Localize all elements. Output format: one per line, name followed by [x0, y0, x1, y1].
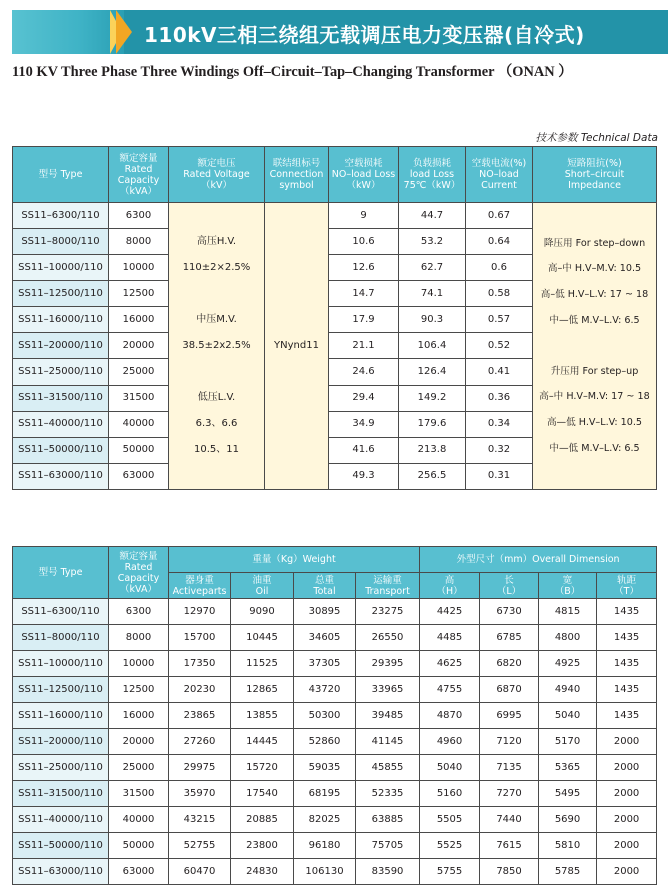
cell-l: 6870	[480, 677, 539, 703]
header-type: 型号 Type	[13, 547, 109, 599]
cell-noload-current: 0.32	[466, 437, 533, 463]
cell-load-loss: 74.1	[399, 281, 466, 307]
cell-active: 35970	[169, 781, 231, 807]
cell-model: SS11–8000/110	[13, 625, 109, 651]
cell-capacity: 25000	[109, 755, 169, 781]
page-subtitle: 110 KV Three Phase Three Windings Off–Circuit–Tap–Changing Transformer （ONAN ）	[12, 64, 573, 80]
header-type: 型号 Type	[13, 147, 109, 203]
cell-h: 4870	[420, 703, 480, 729]
cell-h: 4755	[420, 677, 480, 703]
cell-capacity: 10000	[109, 255, 169, 281]
cell-oil: 20885	[231, 807, 294, 833]
cell-b: 5495	[539, 781, 597, 807]
cell-b: 4925	[539, 651, 597, 677]
cell-transport: 83590	[356, 859, 420, 885]
cell-noload-current: 0.67	[466, 203, 533, 229]
table-row	[13, 833, 657, 859]
cell-model: SS11–63000/110	[13, 859, 109, 885]
cell-oil: 9090	[231, 599, 294, 625]
cell-noload-loss: 34.9	[329, 411, 399, 437]
cell-oil: 10445	[231, 625, 294, 651]
title-banner	[12, 10, 668, 54]
cell-l: 7135	[480, 755, 539, 781]
cell-model: SS11–12500/110	[13, 281, 109, 307]
cell-load-loss: 126.4	[399, 359, 466, 385]
cell-active: 29975	[169, 755, 231, 781]
cell-active: 27260	[169, 729, 231, 755]
table-row	[13, 677, 657, 703]
cell-model: SS11–31500/110	[13, 781, 109, 807]
cell-capacity: 20000	[109, 333, 169, 359]
cell-noload-current: 0.57	[466, 307, 533, 333]
cell-transport: 75705	[356, 833, 420, 859]
cell-rated-voltage	[169, 203, 265, 490]
cell-load-loss: 44.7	[399, 203, 466, 229]
banner-accent	[12, 10, 124, 54]
cell-t: 2000	[597, 781, 657, 807]
cell-noload-loss: 10.6	[329, 229, 399, 255]
cell-load-loss: 149.2	[399, 385, 466, 411]
cell-t: 2000	[597, 859, 657, 885]
cell-capacity: 16000	[109, 703, 169, 729]
header-track-gauge: 轨距 （T）	[597, 573, 657, 599]
cell-model: SS11–25000/110	[13, 755, 109, 781]
cell-total: 37305	[294, 651, 356, 677]
cell-capacity: 63000	[109, 463, 169, 489]
cell-b: 5690	[539, 807, 597, 833]
cell-t: 2000	[597, 755, 657, 781]
cell-h: 5505	[420, 807, 480, 833]
cell-noload-loss: 29.4	[329, 385, 399, 411]
cell-oil: 13855	[231, 703, 294, 729]
voltage-line	[169, 203, 264, 229]
cell-b: 5170	[539, 729, 597, 755]
cell-t: 1435	[597, 651, 657, 677]
cell-noload-loss: 21.1	[329, 333, 399, 359]
impedance-line	[533, 461, 656, 487]
table-row	[13, 599, 657, 625]
voltage-line: 38.5±2x2.5%	[182, 340, 251, 351]
cell-oil: 24830	[231, 859, 294, 885]
impedance-line	[533, 333, 656, 359]
cell-noload-current: 0.41	[466, 359, 533, 385]
cell-active: 17350	[169, 651, 231, 677]
cell-capacity: 6300	[109, 599, 169, 625]
cell-h: 5755	[420, 859, 480, 885]
cell-l: 7120	[480, 729, 539, 755]
cell-model: SS11–8000/110	[13, 229, 109, 255]
cell-noload-loss: 17.9	[329, 307, 399, 333]
cell-noload-current: 0.58	[466, 281, 533, 307]
cell-noload-loss: 49.3	[329, 463, 399, 489]
cell-oil: 11525	[231, 651, 294, 677]
cell-b: 4815	[539, 599, 597, 625]
cell-capacity: 12500	[109, 281, 169, 307]
weight-dimension-table	[12, 546, 657, 885]
header-noload-current: 空载电流(%) NO–load Current	[466, 147, 533, 203]
cell-noload-loss: 14.7	[329, 281, 399, 307]
cell-capacity: 8000	[109, 229, 169, 255]
impedance-line: 高—低 H.V–L.V: 10.5	[546, 416, 643, 428]
cell-t: 2000	[597, 729, 657, 755]
cell-h: 4625	[420, 651, 480, 677]
cell-model: SS11–63000/110	[13, 463, 109, 489]
cell-capacity: 16000	[109, 307, 169, 333]
cell-capacity: 40000	[109, 411, 169, 437]
voltage-line	[169, 359, 264, 385]
cell-h: 5525	[420, 833, 480, 859]
cell-noload-loss: 12.6	[329, 255, 399, 281]
table-row	[13, 729, 657, 755]
cell-model: SS11–40000/110	[13, 411, 109, 437]
header-connection: 联结组标号 Connection symbol	[265, 147, 329, 203]
cell-noload-current: 0.31	[466, 463, 533, 489]
cell-model: SS11–12500/110	[13, 677, 109, 703]
cell-b: 5040	[539, 703, 597, 729]
cell-capacity: 50000	[109, 437, 169, 463]
cell-total: 30895	[294, 599, 356, 625]
cell-load-loss: 53.2	[399, 229, 466, 255]
cell-model: SS11–20000/110	[13, 729, 109, 755]
cell-active: 52755	[169, 833, 231, 859]
cell-noload-current: 0.36	[466, 385, 533, 411]
cell-total: 43720	[294, 677, 356, 703]
cell-l: 7615	[480, 833, 539, 859]
voltage-line: 10.5、11	[194, 444, 239, 455]
voltage-line: 低压L.V.	[197, 392, 236, 403]
cell-t: 2000	[597, 833, 657, 859]
cell-model: SS11–50000/110	[13, 437, 109, 463]
header-capacity: 额定容量 Rated Capacity （kVA）	[109, 547, 169, 599]
voltage-line: 6.3、6.6	[195, 418, 238, 429]
cell-noload-loss: 24.6	[329, 359, 399, 385]
banner-chevron	[116, 10, 132, 54]
cell-active: 20230	[169, 677, 231, 703]
cell-noload-current: 0.6	[466, 255, 533, 281]
impedance-line	[533, 205, 656, 231]
cell-transport: 26550	[356, 625, 420, 651]
cell-l: 6785	[480, 625, 539, 651]
cell-model: SS11–50000/110	[13, 833, 109, 859]
cell-b: 5365	[539, 755, 597, 781]
cell-transport: 39485	[356, 703, 420, 729]
header-voltage: 额定电压 Rated Voltage （kV）	[169, 147, 265, 203]
cell-capacity: 6300	[109, 203, 169, 229]
impedance-line: 高–中 H.V–M.V: 10.5	[547, 263, 642, 275]
cell-noload-current: 0.52	[466, 333, 533, 359]
table-row	[13, 703, 657, 729]
cell-total: 68195	[294, 781, 356, 807]
cell-capacity: 31500	[109, 781, 169, 807]
cell-b: 5810	[539, 833, 597, 859]
cell-oil: 12865	[231, 677, 294, 703]
header-load-loss: 负载损耗 load Loss 75℃（kW）	[399, 147, 466, 203]
cell-t: 2000	[597, 807, 657, 833]
cell-total: 52860	[294, 729, 356, 755]
voltage-line: 中压M.V.	[196, 314, 237, 325]
cell-active: 23865	[169, 703, 231, 729]
cell-model: SS11–16000/110	[13, 307, 109, 333]
cell-h: 4960	[420, 729, 480, 755]
cell-oil: 15720	[231, 755, 294, 781]
header-oil: 油重 Oil	[231, 573, 294, 599]
header-dimension-group: 外型尺寸（mm）Overall Dimension	[420, 547, 657, 573]
cell-total: 50300	[294, 703, 356, 729]
cell-capacity: 25000	[109, 359, 169, 385]
cell-total: 59035	[294, 755, 356, 781]
table-row	[13, 781, 657, 807]
cell-b: 4940	[539, 677, 597, 703]
voltage-line	[169, 463, 264, 489]
cell-capacity: 63000	[109, 859, 169, 885]
cell-active: 43215	[169, 807, 231, 833]
cell-oil: 17540	[231, 781, 294, 807]
table-row	[13, 807, 657, 833]
cell-model: SS11–20000/110	[13, 333, 109, 359]
header-noload-loss: 空载损耗 NO–load Loss （kW）	[329, 147, 399, 203]
table-row	[13, 755, 657, 781]
cell-model: SS11–6300/110	[13, 203, 109, 229]
cell-noload-current: 0.64	[466, 229, 533, 255]
impedance-line: 中—低 M.V–L.V: 6.5	[549, 314, 640, 326]
table-row	[13, 651, 657, 677]
cell-t: 1435	[597, 599, 657, 625]
header-length: 长 （L）	[480, 573, 539, 599]
cell-active: 12970	[169, 599, 231, 625]
cell-capacity: 50000	[109, 833, 169, 859]
voltage-line	[169, 281, 264, 307]
cell-l: 6995	[480, 703, 539, 729]
impedance-line: 中—低 M.V–L.V: 6.5	[549, 442, 640, 454]
impedance-line: 升压用 For step–up	[550, 365, 639, 377]
header-transport: 运输重 Transport	[356, 573, 420, 599]
cell-l: 6730	[480, 599, 539, 625]
cell-b: 5785	[539, 859, 597, 885]
impedance-line: 降压用 For step–down	[543, 237, 646, 249]
voltage-lines	[169, 203, 264, 489]
cell-impedance	[533, 203, 657, 490]
header-height: 高 （H）	[420, 573, 480, 599]
cell-h: 5040	[420, 755, 480, 781]
cell-model: SS11–25000/110	[13, 359, 109, 385]
voltage-line: 高压H.V.	[196, 236, 237, 247]
cell-transport: 41145	[356, 729, 420, 755]
cell-b: 4800	[539, 625, 597, 651]
impedance-lines	[533, 205, 656, 487]
cell-model: SS11–16000/110	[13, 703, 109, 729]
cell-load-loss: 62.7	[399, 255, 466, 281]
cell-l: 7850	[480, 859, 539, 885]
cell-noload-loss: 9	[329, 203, 399, 229]
cell-l: 7270	[480, 781, 539, 807]
cell-transport: 45855	[356, 755, 420, 781]
cell-model: SS11–6300/110	[13, 599, 109, 625]
cell-transport: 33965	[356, 677, 420, 703]
cell-l: 6820	[480, 651, 539, 677]
cell-capacity: 31500	[109, 385, 169, 411]
cell-oil: 14445	[231, 729, 294, 755]
cell-h: 5160	[420, 781, 480, 807]
cell-l: 7440	[480, 807, 539, 833]
cell-active: 15700	[169, 625, 231, 651]
table-row	[13, 625, 657, 651]
cell-t: 1435	[597, 677, 657, 703]
table-row	[13, 859, 657, 885]
header-weight-group: 重量（Kg）Weight	[169, 547, 420, 573]
header-total: 总重 Total	[294, 573, 356, 599]
cell-transport: 63885	[356, 807, 420, 833]
electrical-data-table	[12, 146, 657, 490]
cell-capacity: 12500	[109, 677, 169, 703]
cell-capacity: 8000	[109, 625, 169, 651]
cell-load-loss: 213.8	[399, 437, 466, 463]
cell-transport: 23275	[356, 599, 420, 625]
cell-transport: 29395	[356, 651, 420, 677]
impedance-line: 高–中 H.V–M.V: 17 ~ 18	[539, 391, 650, 403]
cell-t: 1435	[597, 625, 657, 651]
table-row	[13, 203, 657, 229]
cell-total: 106130	[294, 859, 356, 885]
technical-data-label: 技术参数 Technical Data	[535, 132, 658, 144]
header-impedance: 短路阻抗(%) Short–circuit Impedance	[533, 147, 657, 203]
cell-load-loss: 106.4	[399, 333, 466, 359]
cell-noload-loss: 41.6	[329, 437, 399, 463]
cell-model: SS11–10000/110	[13, 651, 109, 677]
impedance-line: 高–低 H.V–L.V: 17 ~ 18	[540, 289, 649, 301]
cell-connection-symbol: YNynd11	[265, 203, 329, 490]
cell-h: 4485	[420, 625, 480, 651]
cell-load-loss: 90.3	[399, 307, 466, 333]
cell-capacity: 40000	[109, 807, 169, 833]
cell-model: SS11–10000/110	[13, 255, 109, 281]
cell-model: SS11–40000/110	[13, 807, 109, 833]
header-capacity: 额定容量 Rated Capacity （kVA）	[109, 147, 169, 203]
cell-transport: 52335	[356, 781, 420, 807]
cell-total: 82025	[294, 807, 356, 833]
cell-total: 96180	[294, 833, 356, 859]
cell-h: 4425	[420, 599, 480, 625]
cell-t: 1435	[597, 703, 657, 729]
cell-oil: 23800	[231, 833, 294, 859]
cell-load-loss: 179.6	[399, 411, 466, 437]
header-active-parts: 器身重 Activeparts	[169, 573, 231, 599]
page-title: 110kV三相三绕组无载调压电力变压器(自冷式)	[144, 23, 585, 47]
cell-active: 60470	[169, 859, 231, 885]
cell-total: 34605	[294, 625, 356, 651]
cell-capacity: 20000	[109, 729, 169, 755]
cell-noload-current: 0.34	[466, 411, 533, 437]
cell-capacity: 10000	[109, 651, 169, 677]
cell-load-loss: 256.5	[399, 463, 466, 489]
voltage-line: 110±2×2.5%	[182, 262, 251, 273]
header-width: 宽 （B）	[539, 573, 597, 599]
cell-model: SS11–31500/110	[13, 385, 109, 411]
